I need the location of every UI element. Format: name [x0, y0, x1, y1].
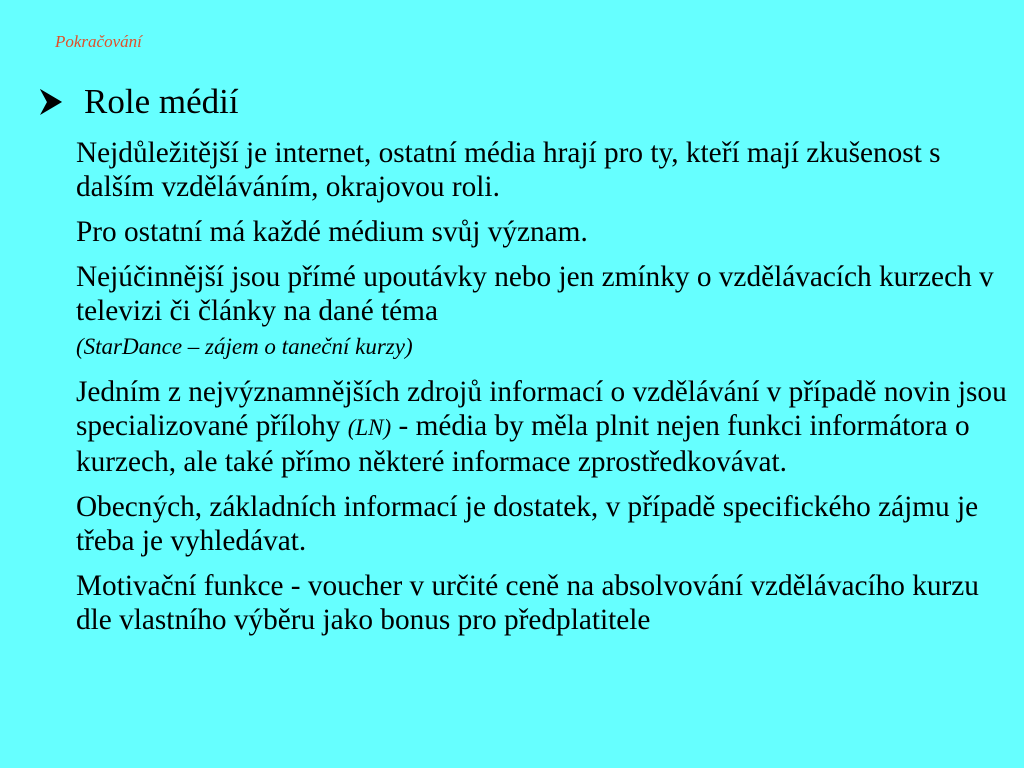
slide-body [76, 136, 1011, 648]
paragraph-general-info: Obecných, základních informací je dostatek, v případě specifického zájmu je třeba je vyhledávat. [76, 491, 979, 557]
paragraph-other-media: Pro ostatní má každé médium svůj význam. [76, 216, 588, 248]
header-note: Pokračování [55, 32, 142, 51]
paragraph-effective-promos-text: Nejúčinnější jsou přímé upoutávky nebo jen zmínky o vzdělávacích kurzech v televizi či články na dané téma [76, 261, 994, 327]
arrow-bullet-icon [38, 84, 68, 120]
paragraph-motivation: Motivační funkce - voucher v určité ceně na absolvování vzdělávacího kurzu dle vlastního výběru jako bonus pro předplatitele [76, 570, 979, 636]
paragraph-newspapers-start: Jedním z nejvýznamnějších zdrojů informací o vzdělávání v případě novin jsou specializované přílohy [76, 376, 1007, 442]
paragraph-internet: Nejdůležitější je internet, ostatní média hrají pro ty, kteří mají zkušenost s dalším vzděláváním, okrajovou roli. [76, 137, 941, 203]
paragraph-newspapers-end: - média by měla plnit nejen funkci informátora o kurzech, ale také přímo některé informace zprostředkovávat. [76, 410, 970, 478]
paragraph-newspapers [76, 375, 1011, 479]
paragraph-effective-promos [76, 260, 1011, 364]
stardance-note: (StarDance – zájem o taneční kurzy) [76, 334, 413, 359]
ln-note: (LN) [347, 415, 392, 440]
heading-row [38, 82, 239, 122]
slide-heading: Role médií [84, 82, 239, 121]
